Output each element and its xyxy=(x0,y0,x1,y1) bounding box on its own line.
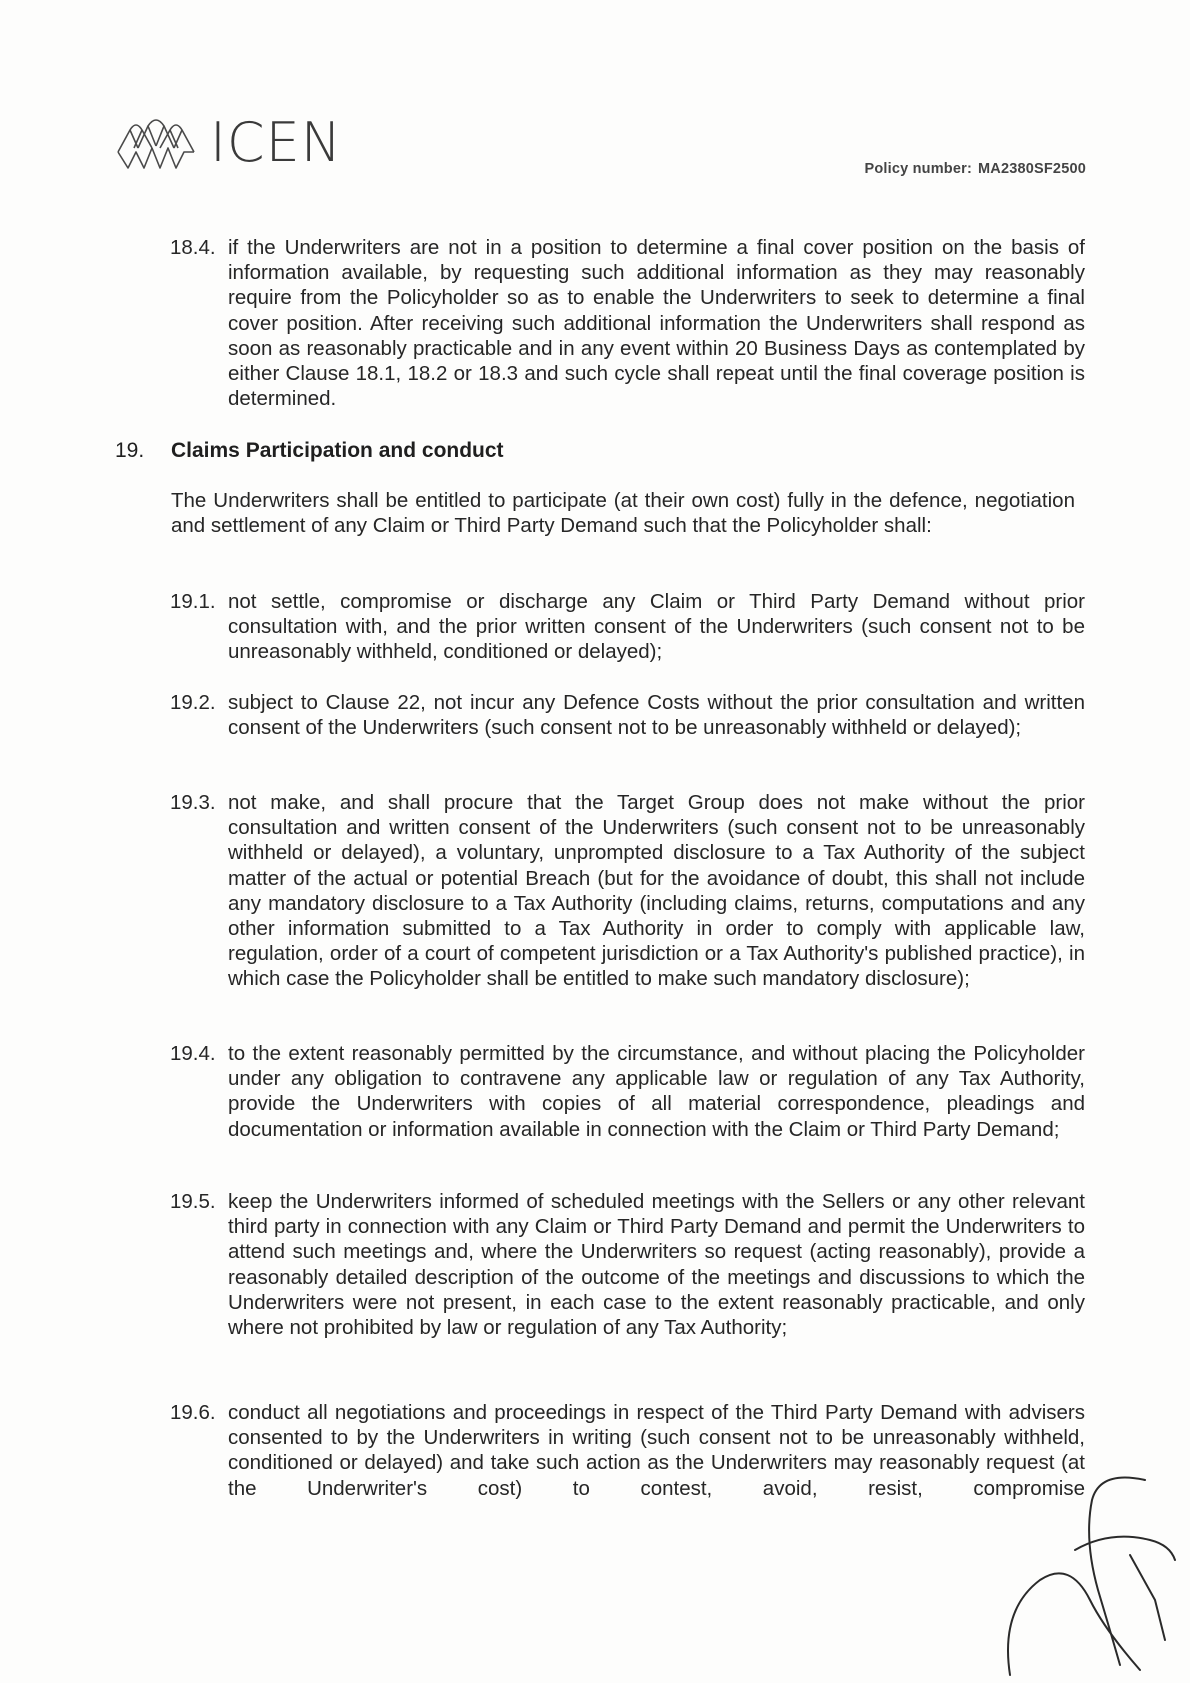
section-title: Claims Participation and conduct xyxy=(171,439,504,462)
clause-text: conduct all negotiations and proceedings in respect of the Third Party Demand with advisers consented to by the Underwriters in writing (such consent not to be unreasonably withheld, conditioned or delayed) and take such action as the Underwriters may reasonably request (at the Underwriter's cost) to contest, avoid, resist, compromise xyxy=(228,1401,1085,1500)
handwritten-initials-icon xyxy=(980,1460,1180,1680)
logo-mark-icon xyxy=(112,112,207,174)
section-number: 19. xyxy=(115,439,145,462)
clause-19-4 xyxy=(170,1041,1085,1142)
clause-number: 18.4. xyxy=(170,236,216,259)
policy-number xyxy=(864,161,1086,177)
clause-18-4 xyxy=(170,235,1085,411)
clause-number: 19.3. xyxy=(170,791,216,814)
clause-text: to the extent reasonably permitted by the circumstance, and without placing the Policyholder under any obligation to contravene any applicable law or regulation of any Tax Authority, provide the Underwriters with copies of all material correspondence, pleadings and documentation or information available in connection with the Claim or Third Party Demand; xyxy=(228,1042,1085,1141)
clause-number: 19.4. xyxy=(170,1042,216,1065)
clause-text: not settle, compromise or discharge any Claim or Third Party Demand without prior consultation with, and the prior written consent of the Underwriters (such consent not to be unreasonably withheld, conditioned or delayed); xyxy=(228,590,1085,664)
clause-text: subject to Clause 22, not incur any Defence Costs without the prior consultation and written consent of the Underwriters (such consent not to be unreasonably withheld or delayed); xyxy=(228,691,1085,740)
policy-number-value: MA2380SF2500 xyxy=(978,161,1086,177)
clause-text: not make, and shall procure that the Target Group does not make without the prior consultation and written consent of the Underwriters (such consent not to be unreasonably withheld or delayed), a voluntary, unprompted disclosure to a Tax Authority of the subject matter of the actual or potential Breach (but for the avoidance of doubt, this shall not include any mandatory disclosure to a Tax Authority (including claims, returns, computations and any other information submitted to a Tax Authority in order to comply with applicable law, regulation, order of a court of competent jurisdiction or a Tax Authority's published practice), in which case the Policyholder shall be entitled to make such mandatory disclosure); xyxy=(228,791,1085,991)
company-logo xyxy=(112,111,343,182)
clause-text: if the Underwriters are not in a position to determine a final cover position on the basis of information available, by requesting such additional information as they may reasonably require from the Policyholder so as to enable the Underwriters to seek to determine a final cover position. After receiving such additional information the Underwriters shall respond as soon as reasonably practicable and in any event within 20 Business Days as contemplated by either Clause 18.1, 18.2 or 18.3 and such cycle shall repeat until the final coverage position is determined. xyxy=(228,236,1085,411)
logo-text: ICEN xyxy=(210,111,343,174)
clause-number: 19.1. xyxy=(170,590,216,613)
clause-19-5 xyxy=(170,1189,1085,1340)
clause-19-3 xyxy=(170,790,1085,992)
clause-19-2 xyxy=(170,690,1085,740)
policy-number-label: Policy number: xyxy=(864,161,972,177)
clause-text: keep the Underwriters informed of scheduled meetings with the Sellers or any other relevant third party in connection with any Claim or Third Party Demand and permit the Underwriters to attend such meetings and, where the Underwriters so request (acting reasonably), provide a reasonably detailed description of the outcome of the meetings and discussions to which the Underwriters were not present, in each case to the extent reasonably practicable, and only where not prohibited by law or regulation of any Tax Authority; xyxy=(228,1190,1085,1340)
section-intro: The Underwriters shall be entitled to participate (at their own cost) fully in the defence, negotiation and settlement of any Claim or Third Party Demand such that the Policyholder shall: xyxy=(171,489,1075,538)
clause-number: 19.5. xyxy=(170,1190,216,1213)
clause-number: 19.6. xyxy=(170,1401,216,1424)
clause-19-1 xyxy=(170,589,1085,665)
clause-number: 19.2. xyxy=(170,691,216,714)
clause-19-6 xyxy=(170,1400,1085,1526)
